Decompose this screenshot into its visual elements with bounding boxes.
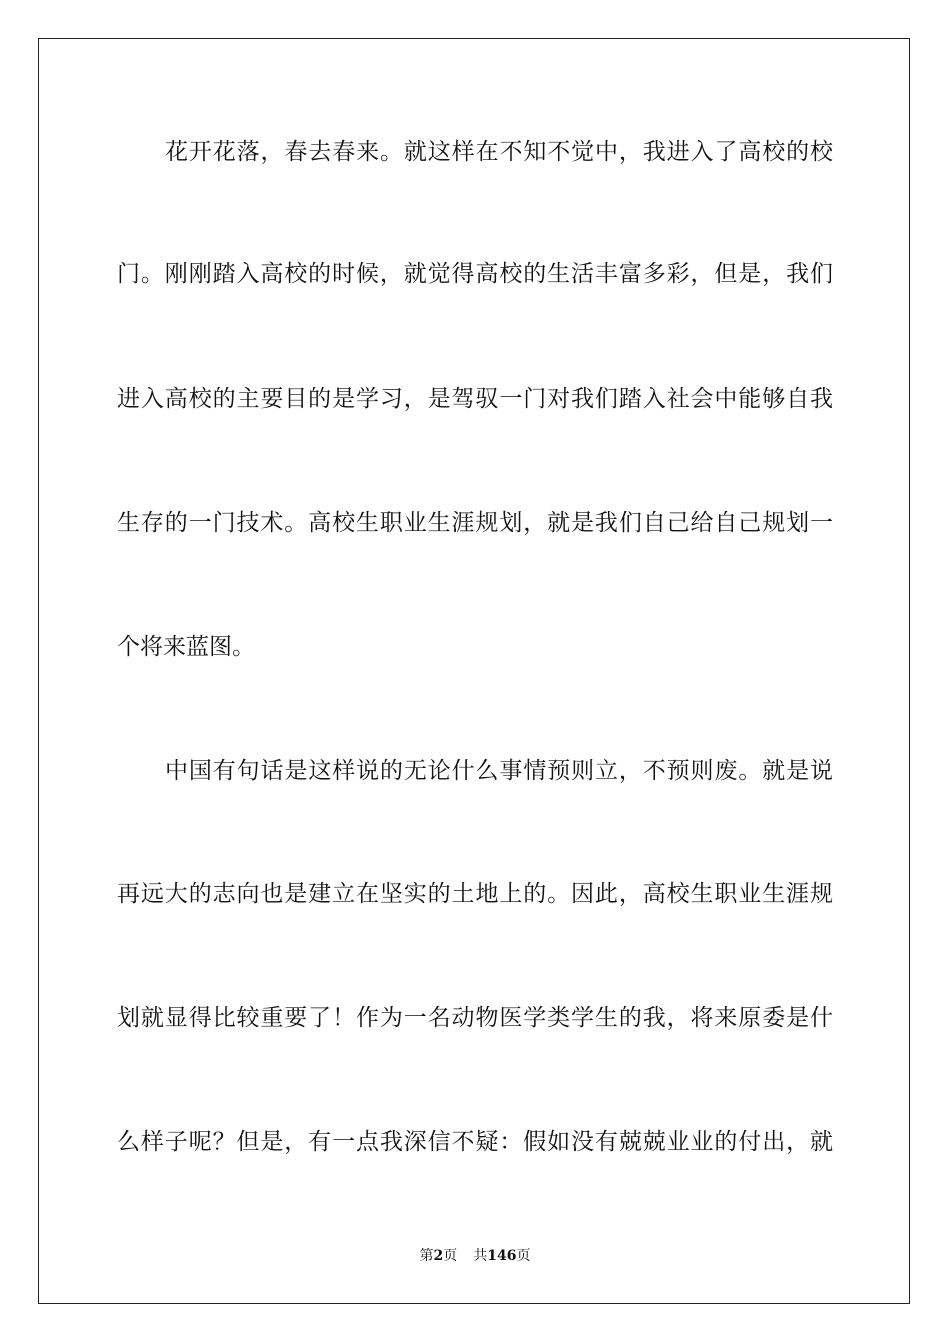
page-border	[38, 38, 910, 1304]
total-pages: 146	[487, 1248, 517, 1264]
page-footer	[0, 1246, 950, 1266]
paragraph-1-line-1: 花开花落，春去春来。就这样在不知不觉中，我进入了高校的校	[165, 139, 833, 165]
paragraph-2-line-1: 中国有句话是这样说的无论什么事情预则立，不预则废。就是说	[165, 758, 833, 784]
paragraph-1-line-3: 进入高校的主要目的是学习，是驾驭一门对我们踏入社会中能够自我	[117, 386, 833, 412]
paragraph-2-line-2: 再远大的志向也是建立在坚实的土地上的。因此，高校生职业生涯规	[117, 881, 833, 907]
page-number: 2	[433, 1248, 444, 1264]
paragraph-1-line-5: 个将来蓝图。	[117, 634, 255, 660]
page-suffix: 页	[443, 1248, 458, 1264]
paragraph-2-line-3: 划就显得比较重要了！作为一名动物医学类学生的我，将来原委是什	[117, 1005, 833, 1031]
page-prefix: 第	[419, 1248, 434, 1264]
total-suffix: 页	[516, 1248, 531, 1264]
paragraph-1-line-2: 门。刚刚踏入高校的时候，就觉得高校的生活丰富多彩，但是，我们	[117, 261, 833, 287]
paragraph-1-line-4: 生存的一门技术。高校生职业生涯规划，就是我们自己给自己规划一	[117, 510, 833, 536]
paragraph-2-line-4: 么样子呢？但是，有一点我深信不疑：假如没有兢兢业业的付出，就	[117, 1129, 833, 1155]
total-prefix: 共	[473, 1248, 488, 1264]
